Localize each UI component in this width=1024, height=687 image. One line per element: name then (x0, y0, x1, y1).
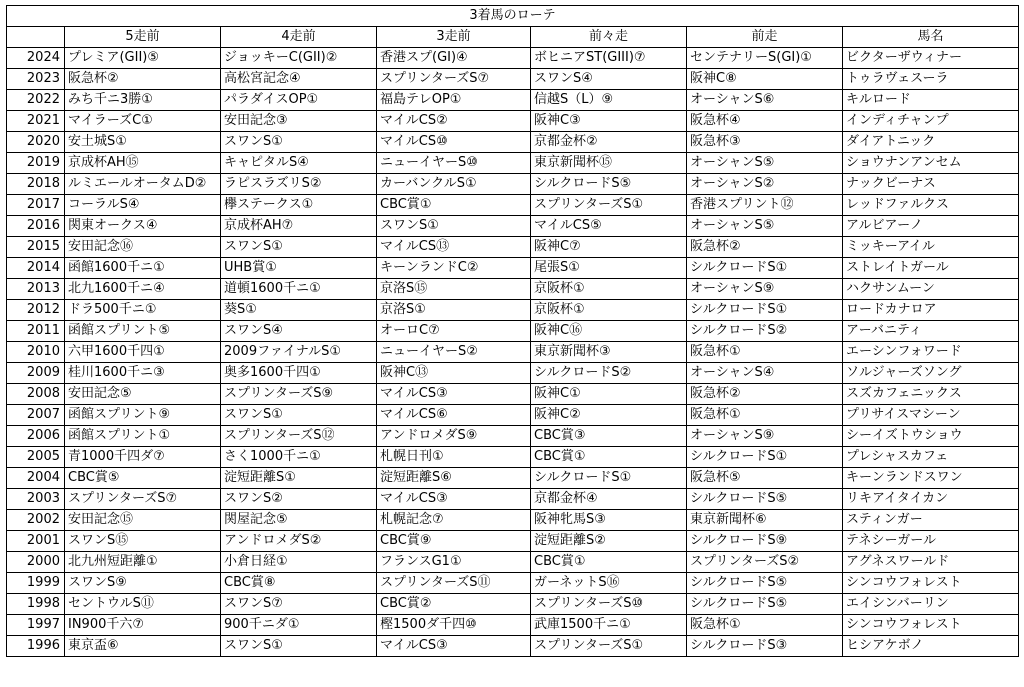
race-previous-cell: 阪急杯① (687, 405, 843, 426)
race-5-prior-cell: 六甲1600千四① (65, 342, 221, 363)
table-row (7, 573, 1019, 594)
year-cell: 1998 (7, 594, 65, 615)
year-cell: 2023 (7, 69, 65, 90)
race-previous-cell: シルクロードS⑤ (687, 573, 843, 594)
race-5-prior-cell: 青1000千四ダ⑦ (65, 447, 221, 468)
horse-name-cell: インディチャンプ (843, 111, 1019, 132)
race-3-prior-cell: オーロC⑦ (377, 321, 531, 342)
table-row (7, 174, 1019, 195)
race-5-prior-cell: 函館スプリント⑨ (65, 405, 221, 426)
race-4-prior-cell: 奥多1600千四① (221, 363, 377, 384)
race-5-prior-cell: マイラーズC① (65, 111, 221, 132)
race-previous-cell: センテナリーS(GI)① (687, 48, 843, 69)
year-cell: 2002 (7, 510, 65, 531)
table-row (7, 594, 1019, 615)
race-previous-cell: オーシャンS⑨ (687, 279, 843, 300)
table-row (7, 363, 1019, 384)
year-cell: 1997 (7, 615, 65, 636)
race-previous-cell: 香港スプリント⑫ (687, 195, 843, 216)
year-cell: 2017 (7, 195, 65, 216)
race-previous-cell: シルクロードS⑤ (687, 489, 843, 510)
header-5th-prior: 5走前 (65, 27, 221, 48)
race-previous-cell: シルクロードS⑤ (687, 594, 843, 615)
race-4-prior-cell: さく1000千ニ① (221, 447, 377, 468)
race-4-prior-cell: CBC賞⑧ (221, 573, 377, 594)
horse-name-cell: ソルジャーズソング (843, 363, 1019, 384)
year-cell: 2022 (7, 90, 65, 111)
race-3-prior-cell: 京洛S① (377, 300, 531, 321)
race-2-prior-cell: 阪神牝馬S③ (531, 510, 687, 531)
race-4-prior-cell: UHB賞① (221, 258, 377, 279)
table-row (7, 447, 1019, 468)
race-4-prior-cell: 欅ステークス① (221, 195, 377, 216)
race-4-prior-cell: スワンS⑦ (221, 594, 377, 615)
race-2-prior-cell: 武庫1500千ニ① (531, 615, 687, 636)
race-3-prior-cell: マイルCS⑬ (377, 237, 531, 258)
race-previous-cell: オーシャンS⑤ (687, 216, 843, 237)
table-row (7, 510, 1019, 531)
race-previous-cell: オーシャンS② (687, 174, 843, 195)
race-3-prior-cell: マイルCS② (377, 111, 531, 132)
race-5-prior-cell: 函館スプリント① (65, 426, 221, 447)
horse-name-cell: トゥラヴェスーラ (843, 69, 1019, 90)
horse-name-cell: エイシンバーリン (843, 594, 1019, 615)
table-row (7, 132, 1019, 153)
year-cell: 2018 (7, 174, 65, 195)
race-5-prior-cell: ルミエールオータムD② (65, 174, 221, 195)
race-3-prior-cell: マイルCS③ (377, 384, 531, 405)
table-row (7, 552, 1019, 573)
year-cell: 2020 (7, 132, 65, 153)
year-cell: 2021 (7, 111, 65, 132)
race-previous-cell: オーシャンS⑨ (687, 426, 843, 447)
race-3-prior-cell: ニューイヤーS② (377, 342, 531, 363)
race-previous-cell: シルクロードS① (687, 258, 843, 279)
race-3-prior-cell: 樫1500ダ千四⑩ (377, 615, 531, 636)
race-2-prior-cell: CBC賞① (531, 552, 687, 573)
race-previous-cell: シルクロードS② (687, 321, 843, 342)
spreadsheet (6, 5, 1018, 657)
horse-name-cell: ダイアトニック (843, 132, 1019, 153)
race-previous-cell: シルクロードS① (687, 300, 843, 321)
race-previous-cell: 阪急杯① (687, 342, 843, 363)
horse-name-cell: キーンランドスワン (843, 468, 1019, 489)
table-row (7, 258, 1019, 279)
table-row (7, 636, 1019, 657)
year-cell: 2011 (7, 321, 65, 342)
race-3-prior-cell: マイルCS③ (377, 636, 531, 657)
race-3-prior-cell: CBC賞① (377, 195, 531, 216)
horse-name-cell: ヒシアケボノ (843, 636, 1019, 657)
race-4-prior-cell: 小倉日経① (221, 552, 377, 573)
horse-name-cell: プリサイスマシーン (843, 405, 1019, 426)
race-2-prior-cell: 京阪杯① (531, 300, 687, 321)
table-row (7, 90, 1019, 111)
race-3-prior-cell: CBC賞② (377, 594, 531, 615)
rotation-table (6, 5, 1019, 657)
horse-name-cell: プレシャスカフェ (843, 447, 1019, 468)
race-2-prior-cell: シルクロードS⑤ (531, 174, 687, 195)
horse-name-cell: レッドファルクス (843, 195, 1019, 216)
race-5-prior-cell: 安土城S① (65, 132, 221, 153)
race-5-prior-cell: 北九州短距離① (65, 552, 221, 573)
race-2-prior-cell: ボヒニアST(GIII)⑦ (531, 48, 687, 69)
year-cell: 2003 (7, 489, 65, 510)
race-3-prior-cell: 香港スプ(GI)④ (377, 48, 531, 69)
race-3-prior-cell: CBC賞⑨ (377, 531, 531, 552)
header-horse-name: 馬名 (843, 27, 1019, 48)
year-cell: 2005 (7, 447, 65, 468)
race-3-prior-cell: 札幌記念⑦ (377, 510, 531, 531)
race-previous-cell: スプリンターズS② (687, 552, 843, 573)
horse-name-cell: ミッキーアイル (843, 237, 1019, 258)
race-5-prior-cell: スプリンターズS⑦ (65, 489, 221, 510)
race-3-prior-cell: アンドロメダS⑨ (377, 426, 531, 447)
race-2-prior-cell: ガーネットS⑯ (531, 573, 687, 594)
race-5-prior-cell: 函館1600千ニ① (65, 258, 221, 279)
race-5-prior-cell: 桂川1600千ニ③ (65, 363, 221, 384)
table-row (7, 69, 1019, 90)
race-3-prior-cell: 阪神C⑬ (377, 363, 531, 384)
horse-name-cell: スティンガー (843, 510, 1019, 531)
race-5-prior-cell: 安田記念⑤ (65, 384, 221, 405)
horse-name-cell: テネシーガール (843, 531, 1019, 552)
race-5-prior-cell: 京成杯AH⑮ (65, 153, 221, 174)
table-row (7, 111, 1019, 132)
race-2-prior-cell: CBC賞① (531, 447, 687, 468)
race-2-prior-cell: 阪神C③ (531, 111, 687, 132)
table-row (7, 48, 1019, 69)
horse-name-cell: ストレイトガール (843, 258, 1019, 279)
race-4-prior-cell: スプリンターズS⑫ (221, 426, 377, 447)
table-title: 3着馬のローテ (7, 6, 1019, 27)
table-row (7, 300, 1019, 321)
race-4-prior-cell: 900千ニダ① (221, 615, 377, 636)
race-4-prior-cell: パラダイスOP① (221, 90, 377, 111)
year-cell: 2001 (7, 531, 65, 552)
header-row (7, 27, 1019, 48)
race-3-prior-cell: キーンランドC② (377, 258, 531, 279)
year-cell: 2012 (7, 300, 65, 321)
header-3rd-prior: 3走前 (377, 27, 531, 48)
race-2-prior-cell: 淀短距離S② (531, 531, 687, 552)
year-cell: 2009 (7, 363, 65, 384)
race-2-prior-cell: 阪神C⑯ (531, 321, 687, 342)
race-3-prior-cell: 札幌日刊① (377, 447, 531, 468)
race-2-prior-cell: 阪神C② (531, 405, 687, 426)
race-2-prior-cell: 信越S（L）⑨ (531, 90, 687, 111)
race-previous-cell: シルクロードS① (687, 447, 843, 468)
race-3-prior-cell: スワンS① (377, 216, 531, 237)
horse-name-cell: リキアイタイカン (843, 489, 1019, 510)
race-5-prior-cell: 安田記念⑮ (65, 510, 221, 531)
race-2-prior-cell: 東京新聞杯③ (531, 342, 687, 363)
table-row (7, 342, 1019, 363)
race-5-prior-cell: 関東オークス④ (65, 216, 221, 237)
race-previous-cell: 阪急杯② (687, 384, 843, 405)
race-2-prior-cell: 京都金杯② (531, 132, 687, 153)
race-2-prior-cell: 東京新聞杯⑮ (531, 153, 687, 174)
race-2-prior-cell: スプリンターズS⑩ (531, 594, 687, 615)
race-4-prior-cell: スワンS① (221, 237, 377, 258)
race-previous-cell: 阪急杯③ (687, 132, 843, 153)
horse-name-cell: ビクターザウィナー (843, 48, 1019, 69)
title-row (7, 6, 1019, 27)
race-4-prior-cell: スワンS① (221, 132, 377, 153)
race-3-prior-cell: 淀短距離S⑥ (377, 468, 531, 489)
race-2-prior-cell: シルクロードS② (531, 363, 687, 384)
race-previous-cell: オーシャンS④ (687, 363, 843, 384)
year-cell: 2016 (7, 216, 65, 237)
race-4-prior-cell: キャピタルS④ (221, 153, 377, 174)
race-previous-cell: オーシャンS⑤ (687, 153, 843, 174)
table-row (7, 531, 1019, 552)
year-cell: 2014 (7, 258, 65, 279)
race-3-prior-cell: スプリンターズS⑦ (377, 69, 531, 90)
race-5-prior-cell: プレミア(GII)⑤ (65, 48, 221, 69)
year-cell: 2000 (7, 552, 65, 573)
table-row (7, 237, 1019, 258)
race-2-prior-cell: 京都金杯④ (531, 489, 687, 510)
race-2-prior-cell: 尾張S① (531, 258, 687, 279)
table-row (7, 468, 1019, 489)
race-2-prior-cell: スプリンターズS① (531, 195, 687, 216)
table-row (7, 321, 1019, 342)
table-row (7, 216, 1019, 237)
table-row (7, 615, 1019, 636)
race-4-prior-cell: 淀短距離S① (221, 468, 377, 489)
race-4-prior-cell: スワンS① (221, 405, 377, 426)
race-3-prior-cell: マイルCS⑩ (377, 132, 531, 153)
year-cell: 2008 (7, 384, 65, 405)
race-2-prior-cell: スワンS④ (531, 69, 687, 90)
race-4-prior-cell: 葵S① (221, 300, 377, 321)
horse-name-cell: シンコウフォレスト (843, 573, 1019, 594)
table-row (7, 384, 1019, 405)
table-row (7, 195, 1019, 216)
race-3-prior-cell: スプリンターズS⑪ (377, 573, 531, 594)
horse-name-cell: シーイズトウショウ (843, 426, 1019, 447)
race-5-prior-cell: IN900千六⑦ (65, 615, 221, 636)
race-previous-cell: 阪神C⑧ (687, 69, 843, 90)
header-previous: 前走 (687, 27, 843, 48)
horse-name-cell: シンコウフォレスト (843, 615, 1019, 636)
year-cell: 2019 (7, 153, 65, 174)
horse-name-cell: キルロード (843, 90, 1019, 111)
race-4-prior-cell: スワンS② (221, 489, 377, 510)
race-3-prior-cell: マイルCS⑥ (377, 405, 531, 426)
race-5-prior-cell: セントウルS⑪ (65, 594, 221, 615)
horse-name-cell: アーバニティ (843, 321, 1019, 342)
race-previous-cell: シルクロードS③ (687, 636, 843, 657)
race-3-prior-cell: カーバンクルS① (377, 174, 531, 195)
race-2-prior-cell: マイルCS⑤ (531, 216, 687, 237)
year-cell: 2013 (7, 279, 65, 300)
race-5-prior-cell: 函館スプリント⑤ (65, 321, 221, 342)
race-previous-cell: 東京新聞杯⑥ (687, 510, 843, 531)
race-previous-cell: 阪急杯④ (687, 111, 843, 132)
race-2-prior-cell: 京阪杯① (531, 279, 687, 300)
table-row (7, 153, 1019, 174)
race-4-prior-cell: 安田記念③ (221, 111, 377, 132)
header-year (7, 27, 65, 48)
race-3-prior-cell: ニューイヤーS⑩ (377, 153, 531, 174)
horse-name-cell: エーシンフォワード (843, 342, 1019, 363)
race-4-prior-cell: 2009ファイナルS① (221, 342, 377, 363)
race-4-prior-cell: スワンS① (221, 636, 377, 657)
race-2-prior-cell: スプリンターズS① (531, 636, 687, 657)
year-cell: 1996 (7, 636, 65, 657)
horse-name-cell: ロードカナロア (843, 300, 1019, 321)
race-2-prior-cell: シルクロードS① (531, 468, 687, 489)
race-5-prior-cell: ドラ500千ニ① (65, 300, 221, 321)
race-5-prior-cell: 阪急杯② (65, 69, 221, 90)
year-cell: 2006 (7, 426, 65, 447)
race-3-prior-cell: 福島テレOP① (377, 90, 531, 111)
race-previous-cell: シルクロードS⑨ (687, 531, 843, 552)
race-2-prior-cell: 阪神C① (531, 384, 687, 405)
header-2nd-prior: 前々走 (531, 27, 687, 48)
race-5-prior-cell: 東京盃⑥ (65, 636, 221, 657)
race-5-prior-cell: みち千ニ3勝① (65, 90, 221, 111)
horse-name-cell: ナックビーナス (843, 174, 1019, 195)
race-3-prior-cell: 京洛S⑮ (377, 279, 531, 300)
race-5-prior-cell: 安田記念⑯ (65, 237, 221, 258)
year-cell: 1999 (7, 573, 65, 594)
race-5-prior-cell: CBC賞⑤ (65, 468, 221, 489)
horse-name-cell: ショウナンアンセム (843, 153, 1019, 174)
year-cell: 2010 (7, 342, 65, 363)
horse-name-cell: アルビアーノ (843, 216, 1019, 237)
race-5-prior-cell: スワンS⑨ (65, 573, 221, 594)
race-4-prior-cell: ジョッキーC(GII)② (221, 48, 377, 69)
race-previous-cell: 阪急杯① (687, 615, 843, 636)
race-4-prior-cell: 高松宮記念④ (221, 69, 377, 90)
race-3-prior-cell: マイルCS③ (377, 489, 531, 510)
race-4-prior-cell: 関屋記念⑤ (221, 510, 377, 531)
table-row (7, 489, 1019, 510)
race-4-prior-cell: 道頓1600千ニ① (221, 279, 377, 300)
horse-name-cell: スズカフェニックス (843, 384, 1019, 405)
race-4-prior-cell: ラピスラズリS② (221, 174, 377, 195)
table-row (7, 405, 1019, 426)
year-cell: 2004 (7, 468, 65, 489)
table-row (7, 426, 1019, 447)
race-4-prior-cell: 京成杯AH⑦ (221, 216, 377, 237)
race-previous-cell: オーシャンS⑥ (687, 90, 843, 111)
race-previous-cell: 阪急杯⑤ (687, 468, 843, 489)
year-cell: 2024 (7, 48, 65, 69)
year-cell: 2015 (7, 237, 65, 258)
race-4-prior-cell: スワンS④ (221, 321, 377, 342)
race-4-prior-cell: アンドロメダS② (221, 531, 377, 552)
race-5-prior-cell: スワンS⑮ (65, 531, 221, 552)
race-2-prior-cell: 阪神C⑦ (531, 237, 687, 258)
race-5-prior-cell: 北九1600千ニ④ (65, 279, 221, 300)
race-3-prior-cell: フランスG1① (377, 552, 531, 573)
race-4-prior-cell: スプリンターズS⑨ (221, 384, 377, 405)
race-2-prior-cell: CBC賞③ (531, 426, 687, 447)
year-cell: 2007 (7, 405, 65, 426)
table-row (7, 279, 1019, 300)
race-previous-cell: 阪急杯② (687, 237, 843, 258)
horse-name-cell: ハクサンムーン (843, 279, 1019, 300)
race-5-prior-cell: コーラルS④ (65, 195, 221, 216)
header-4th-prior: 4走前 (221, 27, 377, 48)
horse-name-cell: アグネスワールド (843, 552, 1019, 573)
